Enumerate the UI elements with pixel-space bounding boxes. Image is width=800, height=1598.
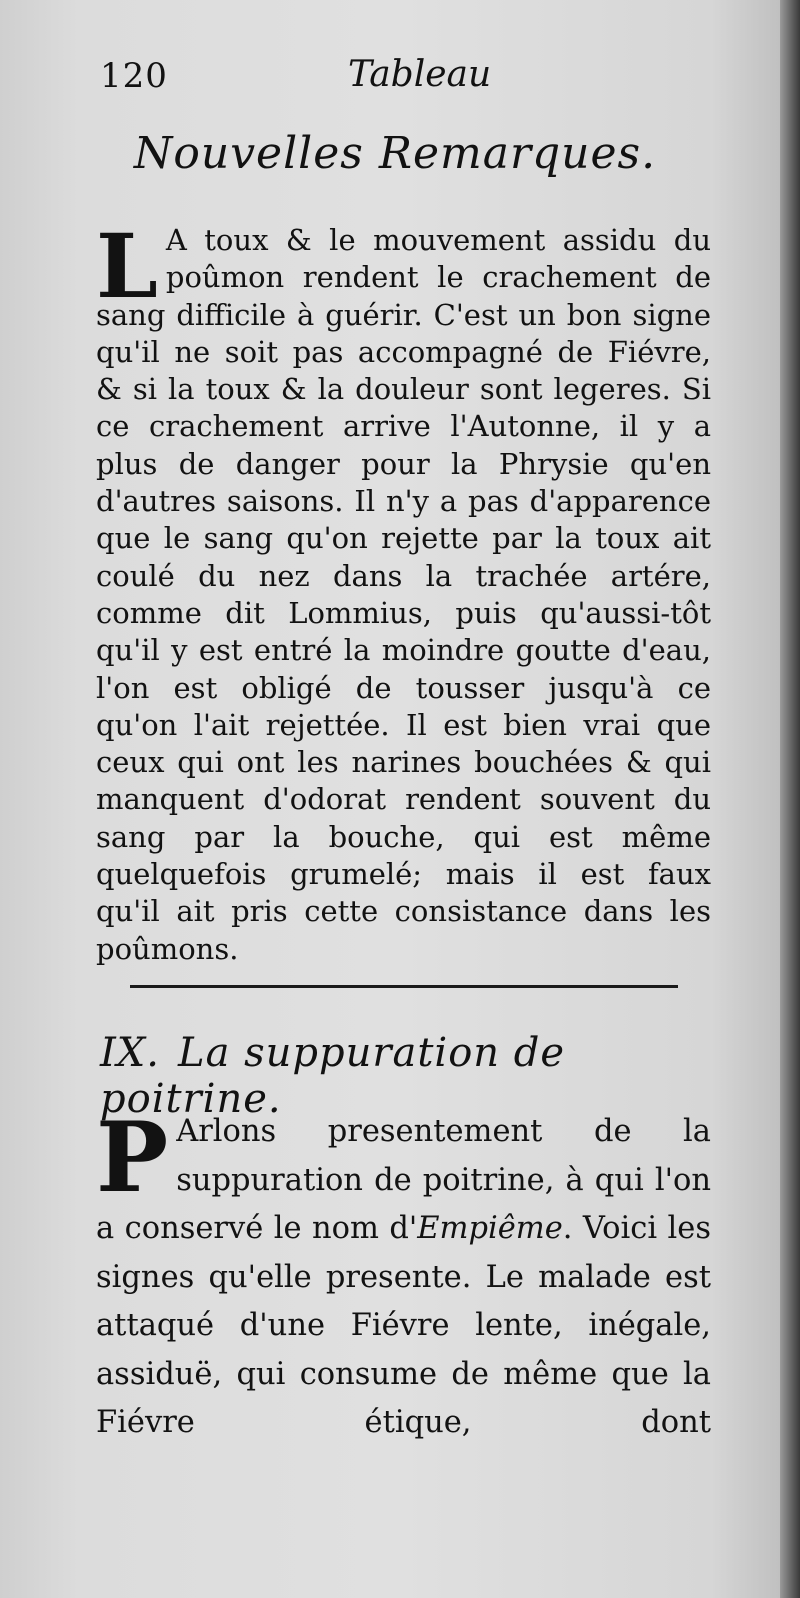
paragraph-text-a: Arlons presentement de la suppuration de poitrine, à qui l'on a conservé le nom d' bbox=[96, 1114, 711, 1246]
paragraph-text-b: . Voici les signes qu'elle presente. Le malade est attaqué d'une Fiévre lente, inégale, assiduë, qui consume de même que la Fiévre étique, dont bbox=[96, 1211, 711, 1440]
section-title-remarques: Nouvelles Remarques. bbox=[133, 128, 657, 179]
page-number: 120 bbox=[100, 56, 168, 96]
book-spine-shadow bbox=[780, 0, 800, 1598]
section-title-text: La suppuration de poitrine. bbox=[100, 1030, 566, 1122]
drop-cap: L bbox=[96, 214, 158, 318]
paragraph-text: A toux & le mouvement assidu du poûmon rendent le crachement de sang difficile à guérir. C'est un bon signe qu'il ne soit pas accompagné de Fiévre, & si la toux & la douleur sont legeres. Si ce crachement arrive l'Autonne, il y a plus de danger pour la Phrysie qu'en d'autres saisons. Il n'y a pas d'apparence que le sang qu'on rejette par la toux ait coulé du nez dans la trachée artére, comme dit Lommius, puis qu'aussi-tôt qu'il y est entré la moindre goutte d'eau, l'on est obligé de tousser jusqu'à ce qu'on l'ait rejettée. Il est bien vrai que ceux qui ont les narines bouchées & qui manquent d'odorat rendent souvent du sang par la bouche, qui est même quelquefois grumelé; mais il est faux qu'il ait pris cette consistance dans les poûmons. bbox=[96, 223, 711, 966]
paragraph-remarques bbox=[96, 214, 711, 968]
running-title: Tableau bbox=[348, 54, 492, 95]
drop-cap: P bbox=[96, 1101, 169, 1214]
section-divider bbox=[130, 985, 678, 988]
term-empieme: Empiême bbox=[417, 1211, 563, 1246]
paragraph-suppuration bbox=[96, 1101, 711, 1448]
running-head bbox=[100, 50, 700, 110]
section-number: IX. bbox=[100, 1030, 160, 1076]
